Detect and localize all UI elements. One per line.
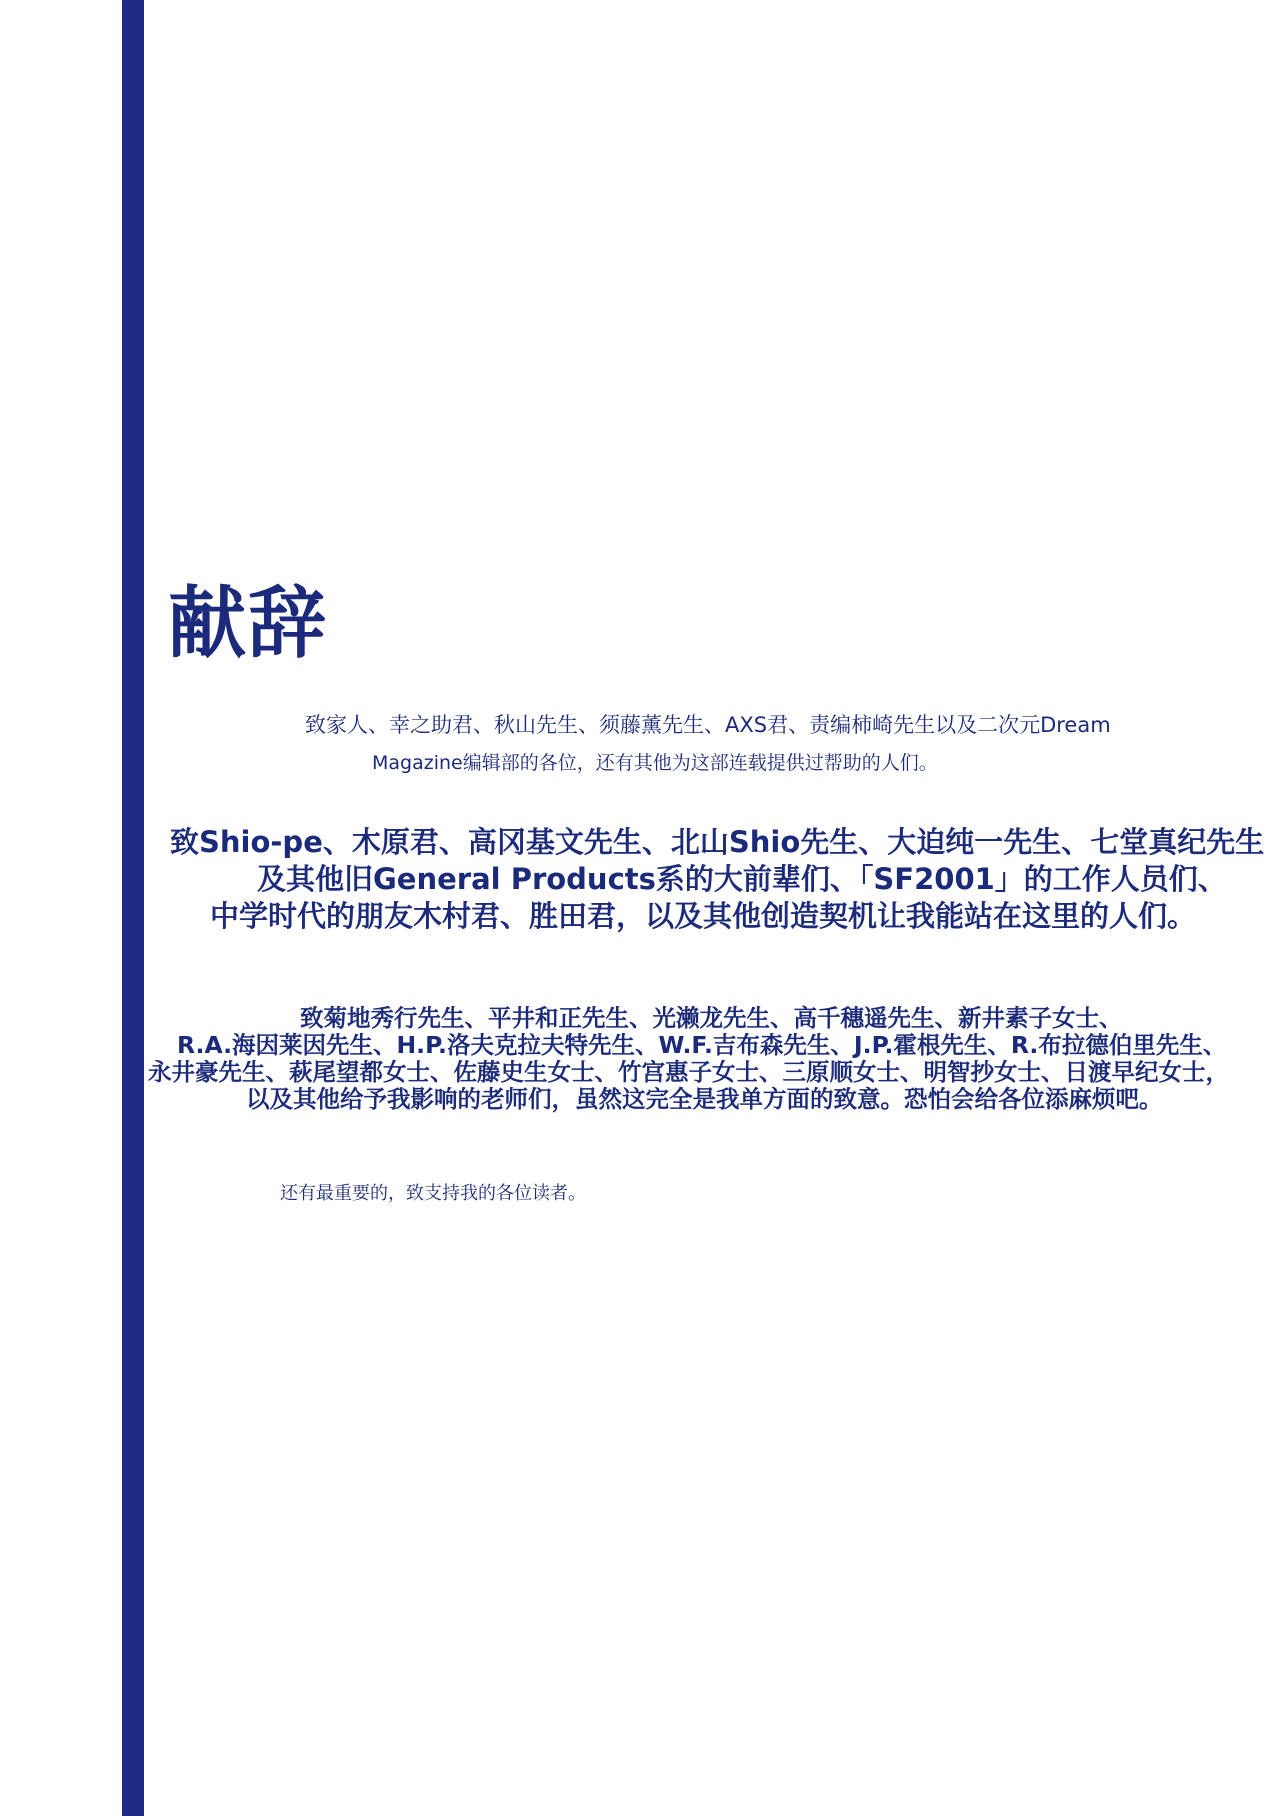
dedication-line: 以及其他给予我影响的老师们，虽然这完全是我单方面的致意。恐怕会给各位添麻烦吧。 — [246, 1085, 1163, 1113]
dedication-line: 致家人、幸之助君、秋山先生、须藤薰先生、AXS君、责编柿崎先生以及二次元Dream — [305, 713, 1111, 737]
dedication-line: R.A.海因莱因先生、H.P.洛夫克拉夫特先生、W.F.吉布森先生、J.P.霍根先生、R.布拉德伯里先生、 — [177, 1031, 1227, 1059]
dedication-line: 及其他旧General Products系的大前辈们、「SF2001」的工作人员们、 — [257, 862, 1227, 896]
dedication-line: Magazine编辑部的各位，还有其他为这部连载提供过帮助的人们。 — [372, 752, 938, 774]
dedication-line: 永井豪先生、萩尾望都女士、佐藤史生女士、竹宫惠子女士、三原顺女士、明智抄女士、日渡早纪女士， — [148, 1058, 1229, 1086]
dedication-paragraph-3 — [0, 1005, 1280, 1113]
dedication-line: 致菊地秀行先生、平井和正先生、光濑龙先生、高千穗遥先生、新井素子女士、 — [300, 1004, 1123, 1032]
dedication-line: 还有最重要的，致支持我的各位读者。 — [280, 1183, 586, 1204]
dedication-line: 中学时代的朋友木村君、胜田君，以及其他创造契机让我能站在这里的人们。 — [210, 899, 1197, 933]
dedication-paragraph-1 — [0, 706, 1280, 782]
page-title: 献辞 — [168, 579, 329, 669]
dedication-line: 致Shio-pe、木原君、高冈基文先生、北山Shio先生、大迫纯一先生、七堂真纪先生 — [170, 825, 1265, 859]
dedication-paragraph-4 — [280, 1180, 586, 1208]
dedication-paragraph-2 — [0, 824, 1280, 935]
